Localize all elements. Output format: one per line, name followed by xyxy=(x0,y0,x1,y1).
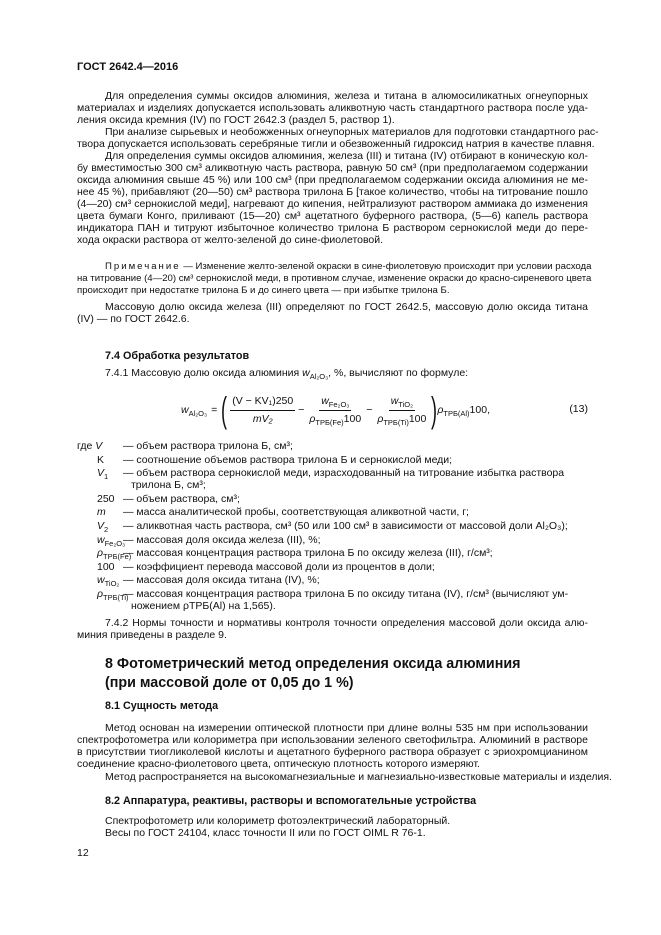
page-number: 12 xyxy=(77,847,89,859)
legend-description: — массовая доля оксида железа (III), %; xyxy=(123,533,321,546)
note-label: Примечание xyxy=(105,261,181,272)
equation-number: (13) xyxy=(569,403,588,415)
paragraph-line: цвета бумаги Конго, приливают (15—20) см³ ацетатного буферного раствора, (5—6) капель раствора xyxy=(77,210,588,222)
legend-item xyxy=(77,467,588,491)
document-header: ГОСТ 2642.4—2016 xyxy=(77,61,179,73)
legend-term: 250 xyxy=(97,492,115,505)
paragraph-method-scope xyxy=(77,771,612,783)
legend-term: $\rho_{ТРБ(Ti)}$ xyxy=(97,587,129,602)
legend-term: K xyxy=(97,453,105,466)
legend-term: $\rho_{ТРБ(Fe)}$ xyxy=(97,547,132,562)
legend-item xyxy=(77,520,588,532)
formula-13: $w_{Al_2O_3}$ = ( $\frac{\text{(V − KV₁)250}}{\text{mV₂}}$ − $\frac{w_{Fe_2O_3}}{\rho_{ТРБ(Fe)}100}$ − $\frac{w_{TiO_2}}{\rho_{ТРБ(Ti)}100}$ ) $\rho_{ТРБ(Al)}100$, (13) xyxy=(181,389,588,430)
paragraph-line: Для определения суммы оксидов алюминия, железа и титана в алюмосиликатных огнеупорных xyxy=(105,90,588,102)
legend-term: $V_2$ xyxy=(97,519,109,534)
legend-item xyxy=(77,588,588,612)
equipment-list xyxy=(77,815,588,839)
paragraph-line: Метод основан на измерении оптической плотности при длине волны 535 нм при использовании xyxy=(105,722,588,734)
legend-description: — массовая концентрация раствора трилона Б по оксиду железа (III), г/см³; xyxy=(123,547,493,560)
right-paren: ) xyxy=(431,389,438,430)
variable-legend xyxy=(77,440,588,614)
paragraph-method-essence xyxy=(77,722,588,770)
section-8-heading: 8 Фотометрический метод определения оксида алюминия (при массовой доле от 0,05 до 1 %) xyxy=(105,656,521,691)
legend-description: — объем раствора, см³; xyxy=(123,492,240,505)
paragraph-line: нее 45 %), прибавляют (20—50) см³ раствора трилона Б [такое количество, чтобы на титрование пошло xyxy=(77,186,588,198)
legend-item xyxy=(77,547,588,562)
legend-term: 100 xyxy=(97,560,115,573)
paragraph-line: ления оксида кремния (IV) по ГОСТ 2642.3 (раздел 5, раствор 1). xyxy=(77,114,395,126)
legend-description: — коэффициент перевода массовой доли из процентов в доли; xyxy=(123,560,435,573)
legend-description: — соотношение объемов раствора трилона Б и сернокислой меди; xyxy=(123,453,453,466)
paragraph-line: При анализе сырьевых и необожженных огнеупорных материалов для подготовки стандартного рас- xyxy=(105,126,599,138)
note-line: Примечание — Изменение желто-зеленой окраски в сине-фиолетовую происходит при условии расхода xyxy=(105,261,592,272)
legend-item xyxy=(77,454,588,466)
legend-term: где V xyxy=(77,440,103,452)
legend-description: — объем раствора сернокислой меди, израсходованный на титрование избытка раствора трилона Б, см³; xyxy=(123,467,565,492)
legend-description: — массовая доля оксида титана (IV), %; xyxy=(123,574,320,587)
legend-item xyxy=(77,506,588,518)
legend-item xyxy=(77,561,588,573)
note-line: происходит при недостатке трилона Б и до синего цвета — при избытке трилона Б. xyxy=(77,285,450,296)
legend-description: — масса аналитической пробы, соответствующая аликвотной части, г; xyxy=(123,506,469,519)
paragraph-line: твора допускается использовать серебряные тигли и обезвоженный гидроксид натрия в качестве плавня. xyxy=(77,138,595,150)
paragraph-line: миния приведены в разделе 9. xyxy=(77,629,227,641)
legend-term: $w_{Fe_2O_3}$ xyxy=(97,533,126,548)
legend-item xyxy=(77,534,588,546)
paragraph-line: в присутствии тиогликолевой кислоты и ацетатного буферного раствора образует с эриохромцианином xyxy=(77,746,588,758)
paragraph-line: спектрофотометра или колориметра при использовании зеленого светофильтра. Алюминий в растворе xyxy=(77,734,588,746)
note-line: на титрование (4—20) см³ сернокислой меди, в противном случае, изменение окраски до красно-сиреневого цвета xyxy=(77,273,592,284)
legend-item xyxy=(77,493,588,505)
section-7-4-heading: 7.4 Обработка результатов xyxy=(105,350,250,362)
paragraph-line: индикатора ПАН и титруют избыточное количество трилона Б раствором сернокислой меди до пере- xyxy=(77,222,588,234)
legend-description: — аликвотная часть раствора, см³ (50 или 100 см³ в зависимости от массовой доли Al₂O₃); xyxy=(123,519,568,532)
clause-7-4-2 xyxy=(77,617,588,641)
paragraph-line: 7.4.2 Нормы точности и нормативы контроля точности определения массовой доли оксида алю- xyxy=(105,617,588,629)
note xyxy=(77,261,592,297)
paragraph-line: хода окраски раствора от желто-зеленой до сине-фиолетовой. xyxy=(77,234,384,246)
paragraph-line: Для определения суммы оксидов алюминия, железа (III) и титана (IV) отбирают в коническую кол- xyxy=(105,150,588,162)
paragraph-line: оксида алюминия свыше 45 %) или 100 см³ (при предполагаемом содержании оксида алюминия не ме- xyxy=(77,174,588,186)
paragraph-iron-titanium xyxy=(77,301,588,325)
legend-term: $V_1$ xyxy=(97,467,109,482)
paragraph-line: Массовую долю оксида железа (III) определяют по ГОСТ 2642.5, массовую долю оксида титана xyxy=(105,301,588,313)
left-paren: ( xyxy=(221,389,228,430)
equipment-item: Весы по ГОСТ 24104, класс точности II или по ГОСТ OIML R 76-1. xyxy=(105,827,426,839)
legend-where: где xyxy=(77,440,93,452)
equipment-item: Спектрофотометр или колориметр фотоэлектрический лабораторный. xyxy=(105,815,451,827)
legend-term: $w_{TiO_2}$ xyxy=(97,574,120,589)
clause-7-4-1: 7.4.1 Массовую долю оксида алюминия $w_{Al_2O_3}$, %, вычисляют по формуле: xyxy=(105,367,469,381)
fraction-1: $\frac{\text{(V − KV₁)250}}{\text{mV₂}}$ xyxy=(232,394,294,425)
legend-term: m xyxy=(97,506,106,519)
fraction-2: $\frac{w_{Fe_2O_3}}{\rho_{ТРБ(Fe)}100}$ xyxy=(309,394,362,427)
paragraph-line: соединение красно-фиолетового цвета, оптическую плотность которого измеряют. xyxy=(77,758,480,770)
paragraph-aliquot xyxy=(77,90,588,126)
section-8-2-heading: 8.2 Аппаратура, реактивы, растворы и вспомогательные устройства xyxy=(105,795,477,807)
section-8-1-heading: 8.1 Сущность метода xyxy=(105,700,219,712)
paragraph-line: бу вместимостью 300 см³ аликвотную часть раствора, равную 50 см³ (при предполагаемом содержании xyxy=(77,162,588,174)
paragraph-line: Метод распространяется на высокомагнезиальные и магнезиально-известковые материалы и изделия. xyxy=(105,771,612,783)
paragraph-line: (4—20) см³ сернокислой меди], нагревают до кипения, нейтрализуют раствором аммиака до изменения xyxy=(77,198,588,210)
legend-item xyxy=(77,440,588,452)
paragraph-line: (IV) — по ГОСТ 2642.6. xyxy=(77,313,190,325)
legend-description: — массовая концентрация раствора трилона Б по оксиду титана (IV), г/см³ (вычисляют ум- ножением ρТРБ(Al) на 1,565). xyxy=(123,587,569,612)
paragraph-silver-crucibles xyxy=(77,126,599,150)
fraction-3: $\frac{w_{TiO_2}}{\rho_{ТРБ(Ti)}100}$ xyxy=(377,394,427,427)
legend-description: — объем раствора трилона Б, см³; xyxy=(123,440,293,452)
legend-item xyxy=(77,574,588,589)
paragraph-titration-procedure xyxy=(77,150,588,246)
paragraph-line: материалах и изделиях допускается использовать аликвотную часть стандартного раствора после уда- xyxy=(77,102,588,114)
